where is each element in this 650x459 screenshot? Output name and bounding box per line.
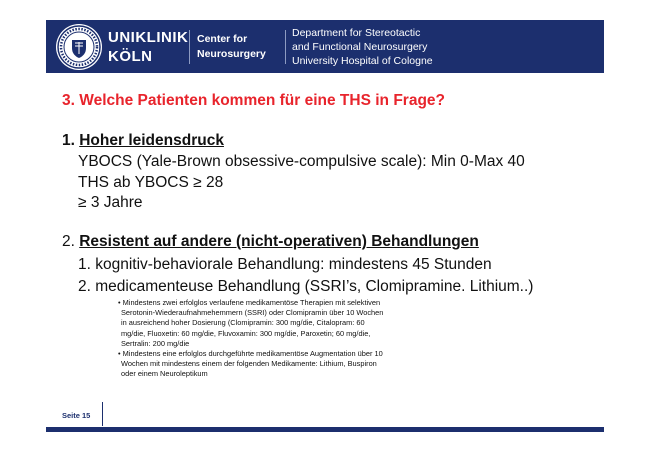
section-1-line-3: ≥ 3 Jahre [78, 194, 143, 211]
dept-line-1: Department for Stereotactic [292, 27, 421, 39]
header-divider [285, 30, 286, 64]
note-line: • Mindestens eine erfolglos durchgeführte medikamentöse Augmentation über 10 [118, 349, 383, 359]
section-2-line-2: 2. medicamenteuse Behandlung (SSRI’s, Clomipramine. Lithium..) [78, 278, 534, 295]
dept-line-3: University Hospital of Cologne [292, 55, 433, 67]
footer-bar [46, 427, 604, 432]
section-1-line-1: YBOCS (Yale-Brown obsessive-compulsive scale): Min 0-Max 40 [78, 153, 525, 170]
section-1-number: 1. [62, 132, 80, 149]
center-line-2: Neurosurgery [197, 48, 266, 60]
center-name [197, 32, 266, 62]
center-line-1: Center for [197, 33, 248, 45]
header-divider [189, 30, 190, 64]
note-line: mg/die, Fluoxetin: 60 mg/die, Fluvoxamin: 300 mg/die, Paroxetin; 60 mg/die, [121, 328, 371, 338]
section-2-title: Resistent auf andere (nicht-operativen) Behandlungen [79, 233, 479, 250]
note-line: Wochen mit mindestens einem der folgenden Medikamente: Lithium, Buspiron [121, 359, 377, 369]
note-line: • Mindestens zwei erfolglos verlaufene medikamentöse Therapien mit selektiven [118, 298, 381, 307]
dept-line-2: and Functional Neurosurgery [292, 41, 428, 53]
note-line: in ausreichend hoher Dosierung (Clomipramin: 300 mg/die, Citalopram: 60 [121, 318, 365, 328]
section-2-line-1: 1. kognitiv-behaviorale Behandlung: mindestens 45 Stunden [78, 256, 492, 273]
note-line: Sertralin: 200 mg/die [121, 338, 190, 348]
section-1-heading [62, 132, 224, 150]
header-banner [46, 20, 604, 73]
section-1-line-2: THS ab YBOCS ≥ 28 [78, 174, 224, 191]
logo-uniklinik: UNIKLINIK [108, 29, 189, 46]
note-line: oder einem Neuroleptikum [121, 369, 208, 379]
slide-title: 3. Welche Patienten kommen für eine THS in Frage? [62, 92, 445, 109]
note-line: Serotonin-Wiederaufnahmehemmern (SSRI) oder Clomipramin über 10 Wochen [121, 308, 384, 318]
section-2-number: 2. [62, 233, 80, 250]
footer-divider [102, 402, 103, 426]
page-number: Seite 15 [62, 411, 91, 420]
detail-notes [118, 298, 458, 380]
department-name [292, 26, 433, 68]
university-seal-icon [56, 24, 102, 70]
logo-koln: KÖLN [108, 48, 153, 65]
section-2-heading [62, 233, 479, 251]
section-1-title: Hoher leidensdruck [79, 132, 224, 149]
